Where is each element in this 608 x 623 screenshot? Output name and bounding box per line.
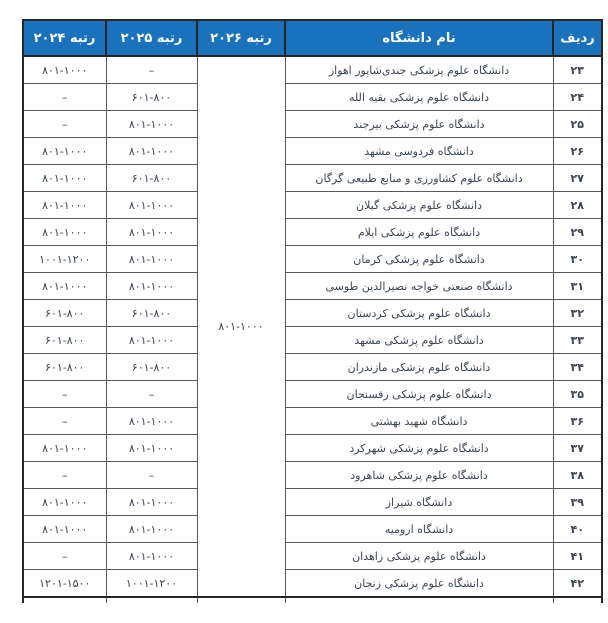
row-number-cell-text: ۴۰ — [570, 522, 584, 536]
row-number-cell-text: ۳۷ — [570, 441, 584, 455]
table-row — [23, 516, 602, 543]
rank-2025-cell-text: ۸۰۱-۱۰۰۰ — [128, 495, 175, 509]
row-number-cell-text: ۴۱ — [570, 549, 584, 563]
table-row — [23, 489, 602, 516]
university-ranking-table — [22, 19, 603, 603]
university-name-cell-text: دانشگاه علوم پزشکی مازندران — [347, 360, 491, 374]
rank-2025-cell-text: ۸۰۱-۱۰۰۰ — [128, 522, 175, 536]
rank-2025-cell — [106, 354, 197, 381]
row-number-cell — [553, 462, 602, 489]
table-row — [23, 192, 602, 219]
university-name-cell — [285, 408, 553, 435]
rank-2024-cell-text: – — [62, 468, 68, 482]
rank-2024-cell — [23, 56, 106, 84]
rank-2025-cell-text: ۸۰۱-۱۰۰۰ — [128, 225, 175, 239]
university-name-cell-text: دانشگاه علوم پزشکی ایلام — [357, 225, 481, 239]
rank-2025-cell-text: ۶۰۱-۸۰۰ — [131, 306, 172, 320]
row-number-cell — [553, 354, 602, 381]
rank-2024-cell — [23, 435, 106, 462]
row-number-cell — [553, 56, 602, 84]
rank-2025-cell-text: – — [148, 387, 155, 401]
row-number-cell — [553, 84, 602, 111]
rank-2024-cell — [23, 192, 106, 219]
row-number-cell-text: ۲۳ — [570, 63, 584, 77]
university-name-cell — [285, 219, 553, 246]
table-row — [23, 543, 602, 570]
university-name-cell — [285, 84, 553, 111]
row-number-cell-text: ۳۶ — [570, 414, 584, 428]
rank-2024-cell — [23, 165, 106, 192]
partial-empty-cell — [23, 597, 106, 603]
row-number-cell-text: ۳۳ — [570, 333, 584, 347]
partial-empty-cell — [197, 597, 285, 603]
rank-2024-cell — [23, 570, 106, 598]
row-number-cell-text: ۳۵ — [570, 387, 584, 401]
rank-2025-cell — [106, 84, 197, 111]
university-name-cell-text: دانشگاه علوم پزشکی جندی‌شاپور اهواز — [328, 63, 510, 77]
rank-2025-cell — [106, 111, 197, 138]
rank-2025-cell — [106, 408, 197, 435]
header-row — [23, 20, 602, 56]
university-name-cell-text: دانشگاه علوم پزشکی بقیه الله — [348, 90, 490, 104]
rank-2025-cell — [106, 435, 197, 462]
row-number-cell — [553, 570, 602, 598]
university-name-cell-text: دانشگاه فردوسی مشهد — [364, 144, 474, 158]
table-row — [23, 138, 602, 165]
rank-2024-cell-text: ۸۰۱-۱۰۰۰ — [42, 441, 88, 455]
rank-2026-merged-cell-text: ۸۰۱-۱۰۰۰ — [218, 320, 264, 333]
university-name-cell-text: دانشگاه علوم پزشکی شاهرود — [350, 468, 488, 482]
rank-2025-cell-text: ۶۰۱-۸۰۰ — [131, 171, 172, 185]
rank-2024-cell — [23, 516, 106, 543]
rank-2024-cell-text: ۸۰۱-۱۰۰۰ — [42, 198, 88, 212]
university-name-cell — [285, 56, 553, 84]
rank-2025-cell-text: ۸۰۱-۱۰۰۰ — [128, 117, 175, 131]
row-number-cell-text: ۲۴ — [570, 90, 584, 104]
row-number-cell — [553, 273, 602, 300]
row-number-cell — [553, 489, 602, 516]
rank-2025-cell — [106, 489, 197, 516]
university-name-cell — [285, 273, 553, 300]
rank-2024-cell — [23, 354, 106, 381]
table-body — [23, 56, 602, 603]
table-row — [23, 435, 602, 462]
row-number-cell-text: ۲۹ — [570, 225, 584, 239]
rank-2024-cell-text: ۸۰۱-۱۰۰۰ — [42, 144, 88, 158]
university-name-cell-text: دانشگاه علوم پزشکی زاهدان — [352, 549, 486, 563]
university-name-cell-text: دانشگاه علوم پزشکی کرمان — [353, 252, 485, 266]
university-name-cell-text: دانشگاه علوم پزشکی بیرجند — [353, 117, 485, 131]
rank-2024-cell — [23, 111, 106, 138]
university-name-cell — [285, 138, 553, 165]
table-row — [23, 462, 602, 489]
rank-2024-cell — [23, 489, 106, 516]
table-row-partial — [23, 597, 602, 603]
rank-2025-cell — [106, 273, 197, 300]
rank-2024-cell-text: – — [62, 90, 68, 104]
university-name-cell — [285, 462, 553, 489]
rank-2024-cell — [23, 138, 106, 165]
row-number-cell — [553, 516, 602, 543]
rank-2024-cell — [23, 219, 106, 246]
table-row — [23, 570, 602, 598]
rank-2024-cell-text: ۸۰۱-۱۰۰۰ — [42, 63, 88, 77]
university-name-cell — [285, 165, 553, 192]
university-name-cell — [285, 327, 553, 354]
rank-2025-cell — [106, 246, 197, 273]
rank-2024-cell — [23, 84, 106, 111]
table-header — [23, 20, 602, 56]
rank-2025-cell-text: – — [148, 468, 155, 482]
table-row — [23, 381, 602, 408]
row-number-cell-text: ۲۵ — [570, 117, 584, 131]
table-row — [23, 354, 602, 381]
university-name-cell — [285, 192, 553, 219]
row-number-cell — [553, 435, 602, 462]
row-number-cell-text: ۳۱ — [570, 279, 584, 293]
table-row — [23, 273, 602, 300]
partial-empty-cell — [285, 597, 553, 603]
rank-2025-cell-text: ۸۰۱-۱۰۰۰ — [128, 252, 175, 266]
rank-2025-cell-text: ۶۰۱-۸۰۰ — [131, 360, 172, 374]
rank-2024-cell — [23, 300, 106, 327]
rank-2025-cell-text: ۸۰۱-۱۰۰۰ — [128, 144, 175, 158]
university-name-cell — [285, 111, 553, 138]
university-name-cell — [285, 381, 553, 408]
rank-2025-cell — [106, 543, 197, 570]
rank-2024-cell-text: ۱۲۰۱-۱۵۰۰ — [39, 576, 91, 590]
university-name-cell-text: دانشگاه علوم پزشکی رفسنجان — [346, 387, 492, 401]
row-number-cell — [553, 111, 602, 138]
rank-2025-cell-text: ۸۰۱-۱۰۰۰ — [128, 279, 175, 293]
rank-2024-cell-text: ۸۰۱-۱۰۰۰ — [42, 171, 88, 185]
table-row — [23, 408, 602, 435]
rank-2024-cell-text: ۸۰۱-۱۰۰۰ — [42, 522, 88, 536]
row-number-cell-text: ۲۶ — [570, 144, 584, 158]
row-number-cell-text: ۳۰ — [570, 252, 584, 266]
rank-2026-merged-cell — [197, 56, 285, 597]
row-number-cell-text: ۲۸ — [570, 198, 584, 212]
rank-2025-cell — [106, 300, 197, 327]
row-number-cell — [553, 300, 602, 327]
header-rank-2024: رتبه ۲۰۲۴ — [23, 20, 106, 56]
row-number-cell — [553, 327, 602, 354]
rank-2025-cell-text: ۸۰۱-۱۰۰۰ — [128, 198, 175, 212]
university-name-cell — [285, 354, 553, 381]
rank-2024-cell-text: ۸۰۱-۱۰۰۰ — [42, 495, 88, 509]
rank-2025-cell — [106, 219, 197, 246]
row-number-cell — [553, 408, 602, 435]
rank-2024-cell-text: ۸۰۱-۱۰۰۰ — [42, 225, 88, 239]
table-row — [23, 84, 602, 111]
rank-2025-cell-text: – — [148, 63, 155, 77]
university-name-cell — [285, 570, 553, 598]
rank-2025-cell — [106, 138, 197, 165]
rank-2025-cell-text: ۸۰۱-۱۰۰۰ — [128, 414, 175, 428]
rank-2024-cell — [23, 246, 106, 273]
row-number-cell — [553, 192, 602, 219]
university-name-cell — [285, 300, 553, 327]
university-name-cell — [285, 516, 553, 543]
partial-empty-cell — [553, 597, 602, 603]
table-row — [23, 165, 602, 192]
university-name-cell — [285, 435, 553, 462]
rank-2025-cell — [106, 381, 197, 408]
row-number-cell — [553, 381, 602, 408]
rank-2024-cell-text: ۶۰۱-۸۰۰ — [45, 306, 85, 320]
rank-2025-cell-text: ۱۰۰۱-۱۲۰۰ — [125, 576, 178, 590]
rank-2024-cell-text: – — [62, 387, 68, 401]
university-name-cell-text: دانشگاه علوم پزشکی زنجان — [354, 576, 484, 590]
rank-2024-cell-text: ۶۰۱-۸۰۰ — [45, 360, 85, 374]
university-name-cell — [285, 489, 553, 516]
rank-2024-cell-text: ۸۰۱-۱۰۰۰ — [42, 279, 88, 293]
university-name-cell — [285, 543, 553, 570]
university-name-cell-text: دانشگاه صنعتی خواجه نصیرالدین طوسی — [325, 279, 513, 293]
rank-2025-cell-text: ۸۰۱-۱۰۰۰ — [128, 441, 175, 455]
row-number-cell — [553, 138, 602, 165]
university-name-cell-text: دانشگاه علوم پزشکی کردستان — [347, 306, 491, 320]
header-row-number: ردیف — [553, 20, 602, 56]
header-rank-2025: رتبه ۲۰۲۵ — [106, 20, 197, 56]
table-row — [23, 111, 602, 138]
rank-2025-cell — [106, 56, 197, 84]
rank-2025-cell — [106, 570, 197, 598]
rank-2025-cell — [106, 462, 197, 489]
rank-2024-cell-text: – — [62, 414, 68, 428]
university-name-cell-text: دانشگاه علوم پزشکی گیلان — [356, 198, 482, 212]
rank-2025-cell-text: ۸۰۱-۱۰۰۰ — [128, 549, 175, 563]
row-number-cell — [553, 543, 602, 570]
university-name-cell-text: دانشگاه ارومیه — [384, 522, 454, 536]
row-number-cell-text: ۲۷ — [570, 171, 584, 185]
rank-2024-cell-text: ۶۰۱-۸۰۰ — [45, 333, 85, 347]
rank-2024-cell-text: – — [62, 117, 68, 131]
table-row — [23, 56, 602, 84]
rank-2025-cell — [106, 165, 197, 192]
rank-2024-cell — [23, 273, 106, 300]
row-number-cell-text: ۳۴ — [570, 360, 584, 374]
university-name-cell-text: دانشگاه علوم پزشکی شهرکرد — [349, 441, 489, 455]
row-number-cell-text: ۳۲ — [570, 306, 584, 320]
university-name-cell-text: دانشگاه علوم پزشکی مشهد — [354, 333, 484, 347]
rank-2024-cell — [23, 327, 106, 354]
rank-2025-cell-text: ۶۰۱-۸۰۰ — [131, 90, 172, 104]
table-row — [23, 300, 602, 327]
university-name-cell-text: دانشگاه علوم کشاورزی و منابع طبیعی گرگان — [315, 171, 523, 185]
rank-2024-cell — [23, 462, 106, 489]
table-row — [23, 219, 602, 246]
rank-2025-cell — [106, 192, 197, 219]
university-name-cell — [285, 246, 553, 273]
partial-empty-cell — [106, 597, 197, 603]
row-number-cell-text: ۳۹ — [570, 495, 584, 509]
rank-2025-cell-text: ۸۰۱-۱۰۰۰ — [128, 333, 175, 347]
header-university-name: نام دانشگاه — [285, 20, 553, 56]
row-number-cell — [553, 219, 602, 246]
row-number-cell-text: ۳۸ — [570, 468, 584, 482]
row-number-cell-text: ۴۲ — [570, 576, 584, 590]
rank-2025-cell — [106, 327, 197, 354]
table-row — [23, 246, 602, 273]
rank-2025-cell — [106, 516, 197, 543]
row-number-cell — [553, 165, 602, 192]
header-rank-2026: رتبه ۲۰۲۶ — [197, 20, 285, 56]
row-number-cell — [553, 246, 602, 273]
rank-2024-cell-text: – — [62, 549, 68, 563]
rank-2024-cell — [23, 381, 106, 408]
rank-2024-cell — [23, 408, 106, 435]
university-name-cell-text: دانشگاه شیراز — [385, 495, 453, 509]
university-name-cell-text: دانشگاه شهید بهشتی — [370, 414, 468, 428]
rank-2024-cell-text: ۱۰۰۱-۱۲۰۰ — [39, 252, 91, 266]
rank-2024-cell — [23, 543, 106, 570]
table-row — [23, 327, 602, 354]
